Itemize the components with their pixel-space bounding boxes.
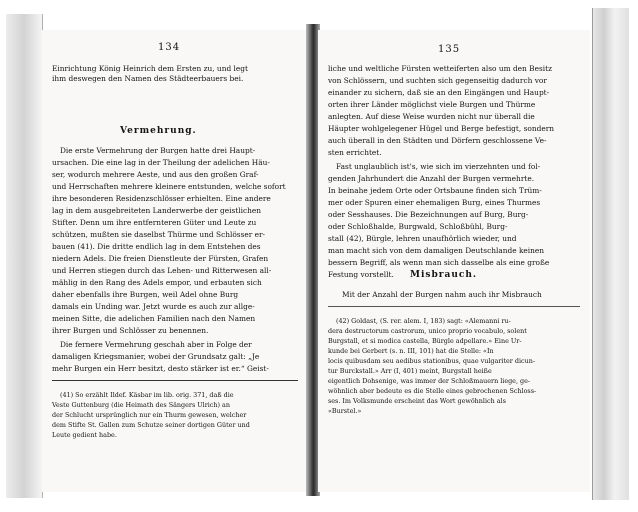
section-heading: Vermehrung.: [120, 126, 197, 136]
text-line: man macht sich von dem damaligen Deutschlande keinen: [328, 246, 545, 255]
text-line: Fast unglaublich ist's, wie sich im vierzehnten und fol-: [336, 162, 541, 171]
text-line: ihre besonderen Residenzschlösser erhielten. Eine andere: [52, 194, 271, 203]
text-line: mählig in den Rang des Adels empor, und erbauten sich: [52, 278, 262, 287]
text-line: damals ein Unding war. Jetzt wurde es auch zur allge-: [52, 302, 255, 311]
text-line: In beinahe jedem Orte oder Ortsbaune finden sich Trüm-: [328, 186, 542, 195]
text-line: und Herren stiegen durch das Lehen- und Ritterwesen all-: [52, 266, 272, 275]
footnote-line: ses. Im Volksmunde erscheint das Wort gewöhnlich als: [328, 397, 506, 405]
text-line: ihm deswegen den Namen des Städteerbauers bei.: [52, 74, 244, 83]
text-line: Häupter wohlgelegener Hügel und Berge befestigt, sondern: [328, 124, 554, 133]
text-line: Mit der Anzahl der Burgen nahm auch ihr Misbrauch: [342, 290, 542, 299]
text-line: Festung vorstellt.: [328, 270, 394, 279]
text-line: mer oder Spuren einer ehemaligen Burg, eines Thurmes: [328, 198, 541, 207]
text-line: oder Sesshauses. Die Bezeichnungen auf Burg, Burg-: [328, 210, 529, 219]
right-book-edge: [592, 8, 629, 500]
section-heading: Misbrauch.: [410, 270, 478, 280]
text-line: oder Schloßhalde, Burgwald, Schloßbühl, Burg-: [328, 222, 508, 231]
footnote-line: wöhnlich aber bedeute es die Stelle eines gebrochenen Schloss-: [328, 387, 537, 395]
text-line: ihrer Burgen und Schlösser zu benennen.: [52, 326, 209, 335]
text-line: Die erste Vermehrung der Burgen hatte drei Haupt-: [60, 146, 256, 155]
text-line: bauen (41). Die dritte endlich lag in dem Entstehen des: [52, 242, 261, 251]
text-line: anlegten. Auf diese Weise wurden nicht nur überall die: [328, 112, 535, 121]
footnote-line: Leute gedient habe.: [52, 431, 117, 439]
right-page: [318, 30, 590, 492]
text-line: sten errichtet.: [328, 148, 382, 157]
text-line: schützen, mußten sie daselbst Thürme und Schlösser er-: [52, 230, 266, 239]
footnote-line: locis quibusdam seu aedibus stationibus, quae vulgariter dicun-: [328, 357, 535, 365]
footnote-rule: [52, 380, 298, 381]
text-line: Einrichtung König Heinrich dem Ersten zu, und legt: [52, 64, 248, 73]
footnote-line: dem Stifte St. Gallen zum Schutze seiner dortigen Güter und: [52, 421, 250, 429]
text-line: Die fernere Vermehrung geschah aber in Folge der: [60, 340, 252, 349]
footnote-line: «Burstel.»: [328, 407, 362, 415]
text-line: auch überall in den Städten und Dörfern geschlossene Ve-: [328, 136, 547, 145]
text-line: einander zu sichern, daß sie an den Eingängen und Haupt-: [328, 88, 550, 97]
footnote-line: eigentlich Dohsenige, was immer der Schloßmauern liege, ge-: [328, 377, 531, 385]
footnote-line: Veste Guttenburg (die Heimath des Sängers Ulrich) an: [52, 401, 230, 409]
text-line: meinen Sitte, die adelichen Familien nach den Namen: [52, 314, 256, 323]
text-line: und Herrschaften mehrere kleinere entstunden, welche sofort: [52, 182, 286, 191]
text-line: damaligen Kriegsmanier, wobei der Grundsatz galt: „Je: [52, 352, 260, 361]
footnote-line: dera destructorum castrorum, unico proprio vocabulo, solent: [328, 327, 527, 335]
text-line: liche und weltliche Fürsten wetteiferten also um den Besitz: [328, 64, 552, 73]
page-number: 135: [438, 44, 461, 55]
left-book-edge: [6, 14, 43, 498]
text-line: lag in dem ausgebreiteten Landerwerbe der geistlichen: [52, 206, 262, 215]
text-line: genden Jahrhundert die Anzahl der Burgen vermehrte.: [328, 174, 535, 183]
page-number: 134: [158, 42, 181, 53]
text-line: daher ebenfalls ihre Burgen, weil Adel ohne Burg: [52, 290, 239, 299]
footnote-rule: [328, 306, 580, 307]
footnote-line: (41) So erzählt Ildef. Käsbar im lib. orig. 371, daß die: [60, 391, 234, 399]
text-line: von Schlössern, und suchten sich gegenseitig dadurch vor: [328, 76, 547, 85]
text-line: ursachen. Die eine lag in der Theilung der adelichen Häu-: [52, 158, 270, 167]
text-line: Stifter. Denn um ihre entfernteren Güter und Leute zu: [52, 218, 257, 227]
left-page: [42, 30, 307, 492]
footnote-line: der Schlucht ursprünglich nur ein Thurm gewesen, welcher: [52, 411, 247, 419]
text-line: mehr Burgen ein Herr besitzt, desto stärker ist er.“ Geist-: [52, 364, 269, 373]
footnote-line: Burgstall, et si modica castella, Bürgle adpellare.» Eine Ur-: [328, 337, 522, 345]
text-line: niedern Adels. Die freien Dienstleute der Fürsten, Grafen: [52, 254, 269, 263]
footnote-line: tur Burckstall.» Arr (I, 401) meint, Burgstall heiße: [328, 367, 492, 375]
text-line: ser, wodurch mehrere Aeste, und aus den großen Graf-: [52, 170, 259, 179]
footnote-line: (42) Goldast, (S. rer. alem. I, 183) sagt: «Alemanni ru-: [336, 317, 511, 325]
text-line: orten ihrer Länder möglichst viele Burgen und Thürme: [328, 100, 536, 109]
text-line: bessern Begriff, als wenn man sich dasselbe als eine große: [328, 258, 550, 267]
footnote-line: kunde bei Gerbert (s. n. III, 101) hat die Stelle: «In: [328, 347, 494, 355]
text-line: stall (42), Bürgle, lehren unaufhörlich wieder, und: [328, 234, 517, 243]
